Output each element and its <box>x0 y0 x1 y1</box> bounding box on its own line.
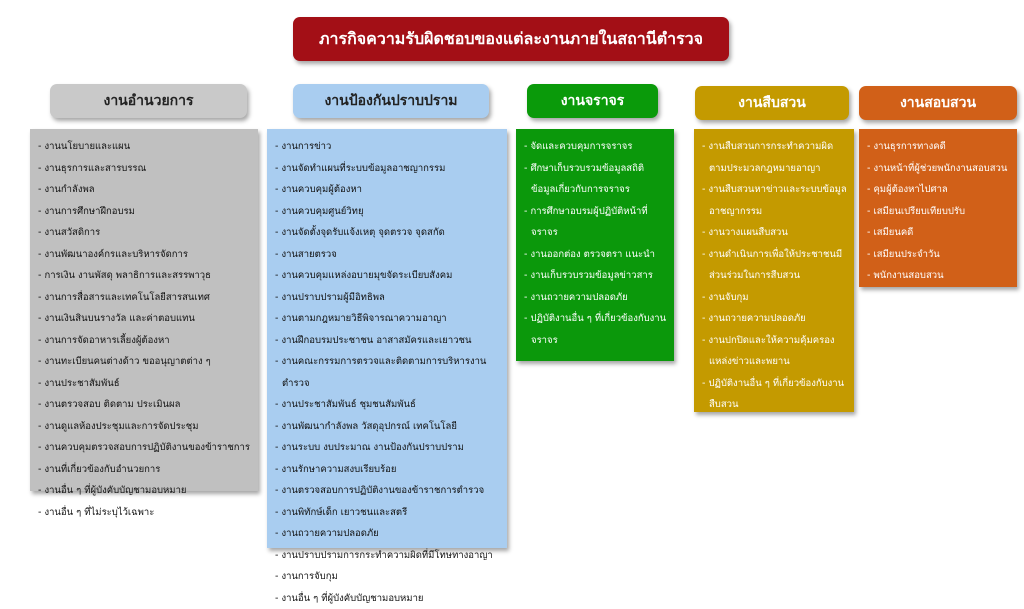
duty-item: - งานอื่น ๆ ที่ไม่ระบุไว้เฉพาะ <box>38 502 252 524</box>
duty-item: - งานเงินสินบนรางวัล และค่าตอบแทน <box>38 308 252 330</box>
duty-item: - งานเก็บรวบรวมข้อมูลข่าวสาร <box>524 265 668 287</box>
duty-item: - งานกำลังพล <box>38 179 252 201</box>
duty-item: - งานปราบปรามผู้มีอิทธิพล <box>275 287 501 309</box>
header-administration: งานอำนวยการ <box>50 84 247 118</box>
duty-item: - เสมียนเปรียบเทียบปรับ <box>867 201 1011 223</box>
duty-item: - งานทะเบียนคนต่างด้าว ขออนุญาตต่าง ๆ <box>38 351 252 373</box>
header-crime-prevention: งานป้องกันปราบปราม <box>293 84 489 118</box>
duty-item: - งานจัดตั้งจุดรับแจ้งเหตุ จุดตรวจ จุดสกัด <box>275 222 501 244</box>
duty-item: - งานถวายความปลอดภัย <box>524 287 668 309</box>
duties-box-inquiry <box>859 129 1017 287</box>
duty-item: - เสมียนคดี <box>867 222 1011 244</box>
duty-item: - ศึกษาเก็บรวบรวมข้อมูลสถิติข้อมูลเกี่ยวกับการจราจร <box>524 158 668 201</box>
duty-item: - งานรักษาความสงบเรียบร้อย <box>275 459 501 481</box>
duty-item: - งานนโยบายและแผน <box>38 136 252 158</box>
duty-item: - งานควบคุมศูนย์วิทยุ <box>275 201 501 223</box>
duty-item: - งานหน้าที่ผู้ช่วยพนักงานสอบสวน <box>867 158 1011 180</box>
duty-item: - งานพัฒนากำลังพล วัสดุอุปกรณ์ เทคโนโลยี <box>275 416 501 438</box>
duty-item: - งานประชาสัมพันธ์ <box>38 373 252 395</box>
duty-item: - งานพิทักษ์เด็ก เยาวชนและสตรี <box>275 502 501 524</box>
duty-item: - งานวางแผนสืบสวน <box>702 222 848 244</box>
duty-item: - งานการจับกุม <box>275 566 501 588</box>
duties-box-crime-prevention <box>267 129 507 548</box>
duty-item: - งานฝึกอบรมประชาชน อาสาสมัครและเยาวชน <box>275 330 501 352</box>
duty-item: - งานตรวจสอบการปฏิบัติงานของข้าราชการตำรวจ <box>275 480 501 502</box>
duty-item: - งานควบคุมตรวจสอบการปฏิบัติงานของข้าราชการ <box>38 437 252 459</box>
duty-item: - งานตรวจสอบ ติดตาม ประเมินผล <box>38 394 252 416</box>
duty-item: - คุมผู้ต้องหาไปศาล <box>867 179 1011 201</box>
duty-item: - งานถวายความปลอดภัย <box>702 308 848 330</box>
duties-box-administration <box>30 129 258 491</box>
duty-item: - งานที่เกี่ยวข้องกับอำนวยการ <box>38 459 252 481</box>
duties-list <box>275 136 501 609</box>
header-traffic: งานจราจร <box>527 84 658 118</box>
duty-item: - จัดและควบคุมการจราจร <box>524 136 668 158</box>
duty-item: - ปฏิบัติงานอื่น ๆ ที่เกี่ยวข้องกับงานสืบสวน <box>702 373 848 416</box>
duty-item: - งานปกปิดและให้ความคุ้มครองแหล่งข่าวและพยาน <box>702 330 848 373</box>
duty-item: - งานระบบ งบประมาณ งานป้องกันปราบปราม <box>275 437 501 459</box>
duty-item: - งานประชาสัมพันธ์ ชุมชนสัมพันธ์ <box>275 394 501 416</box>
duty-item: - งานจัดทำแผนที่ระบบข้อมูลอาชญากรรม <box>275 158 501 180</box>
duty-item: - งานควบคุมผู้ต้องหา <box>275 179 501 201</box>
duty-item: - งานดูแลห้องประชุมและการจัดประชุม <box>38 416 252 438</box>
duty-item: - งานธุรการทางคดี <box>867 136 1011 158</box>
duty-item: - งานควบคุมแหล่งอบายมุขจัดระเบียบสังคม <box>275 265 501 287</box>
duty-item: - งานสืบสวนการกระทำความผิดตามประมวลกฎหมายอาญา <box>702 136 848 179</box>
duty-item: - ปฏิบัติงานอื่น ๆ ตามที่ผู้บังคับบัญชามอบหมาย <box>702 416 848 459</box>
duty-item: - งานออกต่อง ตรวจตรา แนะนำ <box>524 244 668 266</box>
duty-item: - งานดำเนินการเพื่อให้ประชาชนมีส่วนร่วมในการสืบสวน <box>702 244 848 287</box>
duty-item: - การเงิน งานพัสดุ พลาธิการและสรรพาวุธ <box>38 265 252 287</box>
duty-item: - งานอื่น ๆ ที่ผู้บังคับบัญชามอบหมาย <box>38 480 252 502</box>
duty-item: - งานสืบสวนหาข่าวและระบบข้อมูลอาชญากรรม <box>702 179 848 222</box>
duty-item: - งานอื่น ๆ ที่ผู้บังคับบัญชามอบหมาย <box>275 588 501 609</box>
duties-list <box>702 136 848 459</box>
page-title: ภารกิจความรับผิดชอบของแต่ละงานภายในสถานีตำรวจ <box>293 17 729 61</box>
duty-item: - งานปราบปรามการกระทำความผิดที่มีโทษทางอาญา <box>275 545 501 567</box>
duty-item: - เสมียนประจำวัน <box>867 244 1011 266</box>
duty-item: - งานถวายความปลอดภัย <box>275 523 501 545</box>
duty-item: - งานธุรการและสารบรรณ <box>38 158 252 180</box>
duty-item: - งานคณะกรรมการตรวจและติดตามการบริหารงานตำรวจ <box>275 351 501 394</box>
duty-item: - งานตามกฎหมายวิธีพิจารณาความอาญา <box>275 308 501 330</box>
duty-item: - งานการสื่อสารและเทคโนโลยีสารสนเทศ <box>38 287 252 309</box>
duty-item: - งานการจัดอาหารเลี้ยงผู้ต้องหา <box>38 330 252 352</box>
duty-item: - งานการศึกษาฝึกอบรม <box>38 201 252 223</box>
duties-list <box>524 136 668 351</box>
duty-item: - งานจับกุม <box>702 287 848 309</box>
duties-box-traffic <box>516 129 674 361</box>
duty-item: - งานการข่าว <box>275 136 501 158</box>
duty-item: - งานสวัสดิการ <box>38 222 252 244</box>
duty-item: - พนักงานสอบสวน <box>867 265 1011 287</box>
header-investigation: งานสืบสวน <box>695 86 849 120</box>
duties-box-investigation <box>694 129 854 412</box>
duties-list <box>38 136 252 523</box>
duties-list <box>867 136 1011 287</box>
duty-item: - งานสายตรวจ <box>275 244 501 266</box>
duty-item: - งานพัฒนาองค์กรและบริหารจัดการ <box>38 244 252 266</box>
header-inquiry: งานสอบสวน <box>859 86 1017 120</box>
duty-item: - ปฏิบัติงานอื่น ๆ ที่เกี่ยวข้องกับงานจราจร <box>524 308 668 351</box>
duty-item: - การศึกษาอบรมผู้ปฏิบัติหน้าที่จราจร <box>524 201 668 244</box>
